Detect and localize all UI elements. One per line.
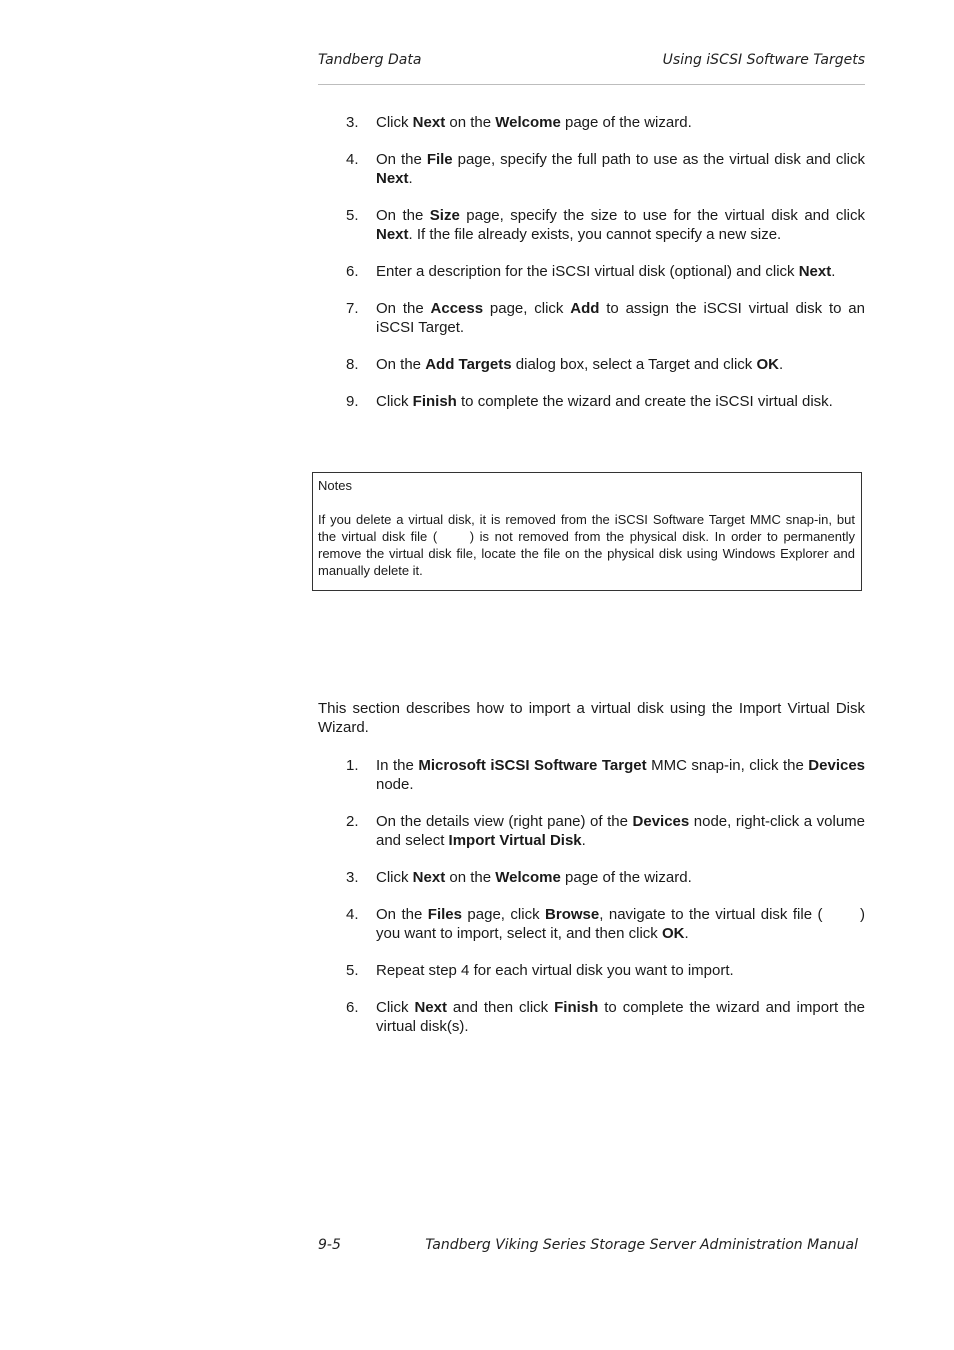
step-text: and then click	[446, 999, 555, 1016]
step-bold-term: File	[426, 151, 453, 168]
step-number: 3.	[346, 114, 359, 131]
step-text: on the	[445, 114, 496, 131]
step-text: .	[581, 832, 586, 849]
step-item	[346, 262, 865, 281]
step-bold-term: Access	[430, 300, 484, 317]
step-bold-term: Welcome	[495, 114, 561, 131]
step-text: .	[684, 925, 689, 942]
step-item	[346, 961, 865, 980]
step-number: 9.	[346, 393, 359, 410]
step-text: page of the wizard.	[560, 114, 692, 131]
step-text: Click	[376, 869, 413, 886]
step-item	[346, 355, 865, 374]
step-item	[346, 113, 865, 132]
step-number: 6.	[346, 263, 359, 280]
header-company: Tandberg Data	[318, 52, 422, 68]
step-number: 4.	[346, 906, 359, 923]
step-text: On the	[376, 356, 426, 373]
step-bold-term: Microsoft iSCSI Software Target	[418, 757, 647, 774]
page-number: 9-5	[318, 1237, 341, 1253]
step-text: On the	[376, 300, 431, 317]
step-text: dialog box, select a Target and click	[511, 356, 757, 373]
step-item	[346, 206, 865, 244]
step-text: Enter a description for the iSCSI virtual disk (optional) and click	[376, 263, 799, 280]
step-bold-term: Size	[429, 207, 460, 224]
step-item	[346, 868, 865, 887]
step-item	[346, 998, 865, 1036]
step-text: On the details view (right pane) of the	[376, 813, 633, 830]
step-text: page, click	[483, 300, 571, 317]
import-intro-paragraph: This section describes how to import a virtual disk using the Import Virtual Disk Wizard.	[318, 700, 865, 736]
step-bold-term: Welcome	[495, 869, 561, 886]
step-text: Click	[376, 114, 413, 131]
step-text: page, specify the size to use for the virtual disk and click	[459, 207, 865, 224]
step-bold-term: Next	[412, 114, 446, 131]
step-bold-term: Next	[798, 263, 832, 280]
step-item	[346, 756, 865, 794]
step-item	[346, 812, 865, 850]
step-text: . If the file already exists, you cannot specify a new size.	[408, 226, 782, 243]
page-header	[318, 50, 865, 85]
step-text: on the	[445, 869, 496, 886]
notes-box	[312, 472, 862, 591]
step-text: On the	[376, 906, 428, 923]
step-text: In the	[376, 757, 419, 774]
step-bold-term: Add	[570, 300, 600, 317]
step-bold-term: Files	[427, 906, 462, 923]
step-number: 2.	[346, 813, 359, 830]
step-bold-term: OK	[756, 356, 779, 373]
step-text: page, click	[461, 906, 546, 923]
step-number: 1.	[346, 757, 359, 774]
step-bold-term: Import Virtual Disk	[448, 832, 582, 849]
step-text: to complete the wizard and create the iSCSI virtual disk.	[456, 393, 833, 410]
create-virtual-disk-steps	[346, 113, 865, 411]
step-text: Click	[376, 999, 415, 1016]
step-bold-term: Devices	[632, 813, 690, 830]
step-text: On the	[376, 207, 430, 224]
step-item	[346, 392, 865, 411]
step-bold-term: Next	[414, 999, 447, 1016]
step-number: 4.	[346, 151, 359, 168]
step-text: .	[778, 356, 784, 373]
step-bold-term: Next	[376, 170, 409, 187]
step-number: 5.	[346, 962, 359, 979]
step-bold-term: Next	[412, 869, 446, 886]
step-bold-term: Next	[376, 226, 409, 243]
step-number: 7.	[346, 300, 359, 317]
step-text: .	[831, 263, 836, 280]
step-text: node, right-click a volume and select	[376, 813, 865, 849]
step-text: Click	[376, 393, 413, 410]
step-bold-term: Finish	[554, 999, 599, 1016]
import-virtual-disk-steps	[346, 756, 865, 1036]
step-text: node.	[376, 776, 414, 793]
step-bold-term: Devices	[808, 757, 866, 774]
step-number: 6.	[346, 999, 359, 1016]
step-text: to assign the iSCSI virtual disk to an iSCSI Target.	[376, 300, 865, 336]
notes-title: Notes	[318, 478, 352, 493]
step-text: page, specify the full path to use as the virtual disk and click	[452, 151, 865, 168]
step-text: , navigate to the virtual disk file ( ) you want to import, select it, and then click	[376, 906, 866, 942]
step-item	[346, 299, 865, 337]
step-text: page of the wizard.	[560, 869, 692, 886]
step-number: 5.	[346, 207, 359, 224]
step-text: MMC snap-in, click the	[646, 757, 809, 774]
notes-body: If you delete a virtual disk, it is removed from the iSCSI Software Target MMC snap-in, but the virtual disk file ( ) is not removed from the physical disk. In order to permanently remove the virtual disk file, locate the file on the physical disk using Windows Explorer and manually delete it.	[318, 512, 855, 578]
step-number: 8.	[346, 356, 359, 373]
step-bold-term: Add Targets	[425, 356, 512, 373]
header-section-title: Using iSCSI Software Targets	[662, 52, 865, 68]
step-number: 3.	[346, 869, 359, 886]
step-text: Repeat step 4 for each virtual disk you want to import.	[376, 962, 734, 979]
step-bold-term: Browse	[545, 906, 600, 923]
manual-title: Tandberg Viking Series Storage Server Administration Manual	[425, 1237, 858, 1253]
step-text: On the	[376, 151, 427, 168]
step-item	[346, 150, 865, 188]
step-bold-term: OK	[661, 925, 685, 942]
step-text: .	[408, 170, 413, 187]
step-text: to complete the wizard and import the virtual disk(s).	[376, 999, 866, 1035]
step-item	[346, 905, 865, 943]
step-bold-term: Finish	[412, 393, 457, 410]
